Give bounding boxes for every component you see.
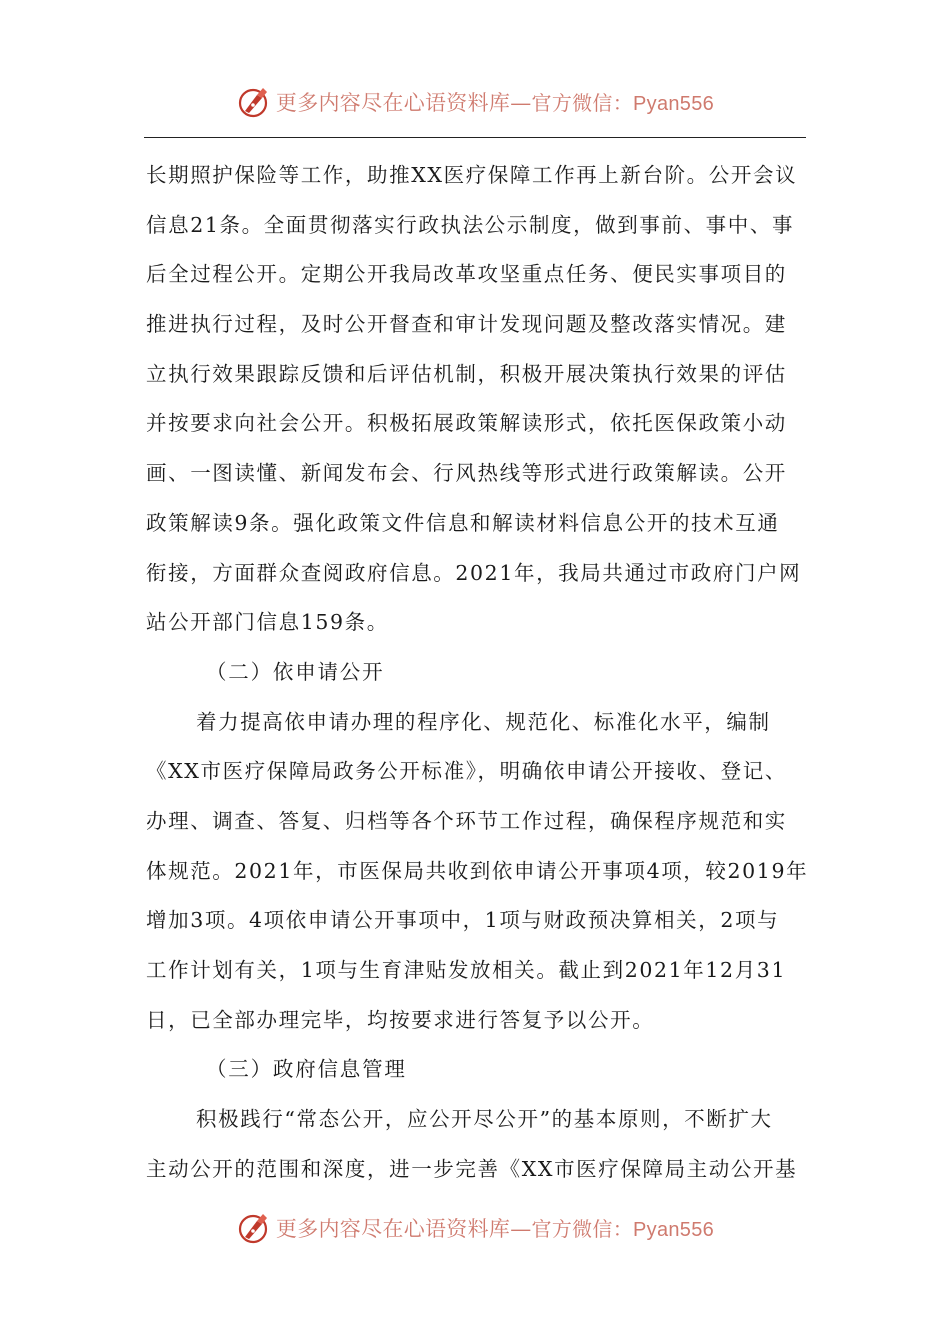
- pen-nib-logo-icon: [236, 1210, 272, 1246]
- body-line: 并按要求向社会公开。积极拓展政策解读形式，依托医保政策小动: [146, 411, 787, 436]
- body-line: 站公开部门信息159条。: [146, 610, 389, 635]
- body-line: 推进执行过程，及时公开督查和审计发现问题及整改落实情况。建: [146, 312, 787, 337]
- body-line: 着力提高依申请办理的程序化、规范化、标准化水平，编制: [196, 709, 771, 734]
- body-line: 日，已全部办理完毕，均按要求进行答复予以公开。: [146, 1007, 655, 1032]
- body-line: 政策解读9条。强化政策文件信息和解读材料信息公开的技术互通: [146, 510, 780, 535]
- pen-nib-logo-icon: [236, 84, 272, 120]
- body-line: 长期照护保险等工作，助推XX医疗保障工作再上新台阶。公开会议: [146, 163, 798, 187]
- body-line: 体规范。2021年，市医保局共收到依申请公开事项4项，较2019年: [146, 858, 809, 883]
- section-heading: （三）政府信息管理: [206, 1057, 407, 1082]
- body-line: 增加3项。4项依申请公开事项中，1项与财政预决算相关，2项与: [146, 908, 780, 933]
- document-body: [146, 151, 809, 1194]
- body-line: 《XX市医疗保障局政务公开标准》，明确依申请公开接收、登记、: [146, 759, 787, 784]
- footer-banner: [0, 1208, 950, 1248]
- body-line: 画、一图读懂、新闻发布会、行风热线等形式进行政策解读。公开: [146, 461, 787, 486]
- body-line: 主动公开的范围和深度，进一步完善《XX市医疗保障局主动公开基: [146, 1156, 798, 1181]
- section-heading: （二）依申请公开: [206, 659, 385, 684]
- body-line: 衔接，方面群众查阅政府信息。2021年，我局共通过市政府门户网: [146, 560, 802, 585]
- header-banner-text: 更多内容尽在心语资料库—官方微信：Pyan556: [275, 91, 715, 115]
- footer-banner-text: 更多内容尽在心语资料库—官方微信：Pyan556: [275, 1217, 715, 1241]
- body-line: 办理、调查、答复、归档等各个环节工作过程，确保程序规范和实: [146, 808, 787, 833]
- header-divider: [144, 137, 806, 138]
- body-line: 工作计划有关，1项与生育津贴发放相关。截止到2021年12月31: [146, 958, 787, 982]
- body-line: 信息21条。全面贯彻落实行政执法公示制度，做到事前、事中、事: [146, 212, 795, 237]
- header-banner: [0, 82, 950, 122]
- body-line: 立执行效果跟踪反馈和后评估机制，积极开展决策执行效果的评估: [146, 361, 787, 386]
- body-line: 后全过程公开。定期公开我局改革攻坚重点任务、便民实事项目的: [146, 262, 787, 287]
- body-line: 积极践行“常态公开，应公开尽公开”的基本原则，不断扩大: [196, 1107, 773, 1132]
